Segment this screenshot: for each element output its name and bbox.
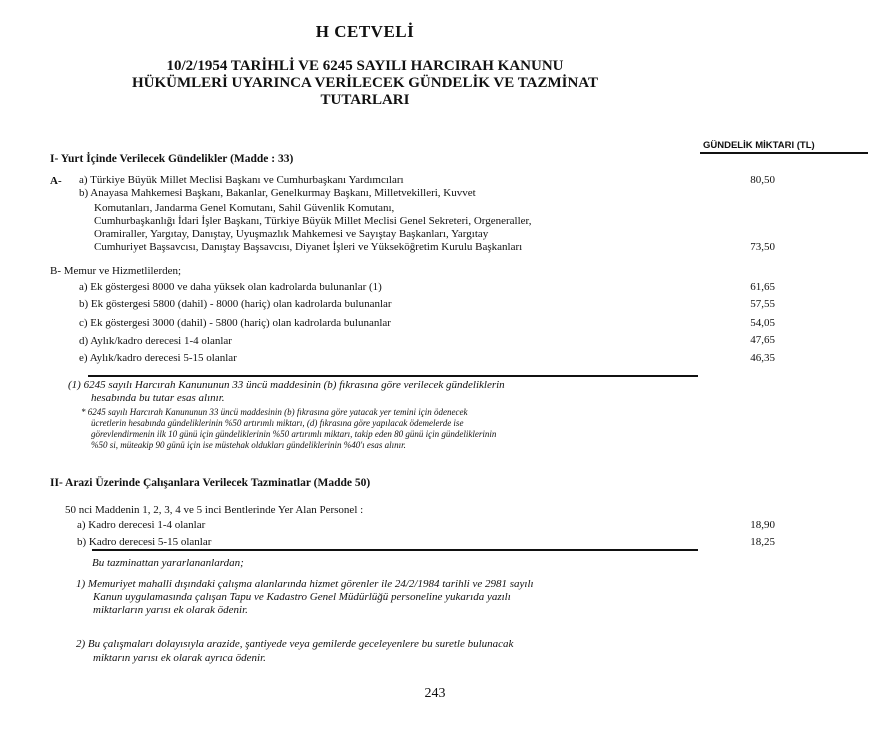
subtitle-line-3: TUTARLARI <box>320 92 410 108</box>
section-2-intro: 50 nci Maddenin 1, 2, 3, 4 ve 5 inci Bentlerinde Yer Alan Personel : <box>65 504 364 516</box>
note-2-line-1: 2) Bu çalışmaları dolayısıyla arazide, şantiyede veya gemilerde geceleyenlere bu suretle bulunacak <box>76 638 514 650</box>
b-item-d-label: d) Aylık/kadro derecesi 1-4 olanlar <box>79 335 232 347</box>
s2-item-b-label: b) Kadro derecesi 5-15 olanlar <box>77 536 212 548</box>
column-header-rule <box>700 152 868 154</box>
document-subtitle <box>60 58 670 109</box>
b-item-b-value: 57,55 <box>750 298 775 310</box>
item-b-label-2: Komutanları, Jandarma Genel Komutanı, Sahil Güvenlik Komutanı, <box>94 202 395 214</box>
section-1-title: I- Yurt İçinde Verilecek Gündelikler (Madde : 33) <box>50 153 294 165</box>
s2-item-a-value: 18,90 <box>750 519 775 531</box>
footnote-star-line-1: * 6245 sayılı Harcırah Kanununun 33 üncü maddesinin (b) fıkrasına göre yatacak yer temini için ödenecek <box>81 407 468 417</box>
section-a-marker: A- <box>50 175 62 187</box>
note-1-line-1: 1) Memuriyet mahalli dışındaki çalışma alanlarında hizmet görenler ile 24/2/1984 tarihli ve 2981 sayılı <box>76 578 534 590</box>
note-1-line-3: miktarların yarısı ek olarak ödenir. <box>93 604 248 616</box>
b-item-a-label: a) Ek göstergesi 8000 ve daha yüksek olan kadrolarda bulunanlar (1) <box>79 281 382 293</box>
footnote-star-line-3: görevlendirmenin ilk 10 günü için gündeliklerinin %50 artırımlı miktarı, takip eden 80 günü için gündeliklerinin <box>91 429 497 439</box>
section-2-note-intro: Bu tazminattan yararlananlardan; <box>92 557 244 569</box>
s2-item-a-label: a) Kadro derecesi 1-4 olanlar <box>77 519 206 531</box>
item-a-value: 80,50 <box>750 174 775 186</box>
b-item-e-label: e) Aylık/kadro derecesi 5-15 olanlar <box>79 352 237 364</box>
b-item-c-value: 54,05 <box>750 317 775 329</box>
note-2-line-2: miktarın yarısı ek olarak ayrıca ödenir. <box>93 652 266 664</box>
subtitle-line-1: 10/2/1954 TARİHLİ VE 6245 SAYILI HARCIRAH KANUNU <box>166 58 564 74</box>
section-2-title: II- Arazi Üzerinde Çalışanlara Verilecek Tazminatlar (Madde 50) <box>50 477 371 489</box>
b-item-b-label: b) Ek göstergesi 5800 (dahil) - 8000 (hariç) olan kadrolarda bulunanlar <box>79 298 392 310</box>
footnote-1-line-2: hesabında bu tutar esas alınır. <box>91 392 225 404</box>
item-b-value: 73,50 <box>750 241 775 253</box>
s2-item-b-value: 18,25 <box>750 536 775 548</box>
column-header: GÜNDELİK MİKTARI (TL) <box>703 140 815 151</box>
b-item-c-label: c) Ek göstergesi 3000 (dahil) - 5800 (hariç) olan kadrolarda bulunanlar <box>79 317 391 329</box>
footnote-1-line-1: (1) 6245 sayılı Harcırah Kanununun 33 üncü maddesinin (b) fıkrasına göre verilecek gündeliklerin <box>68 379 505 391</box>
subtitle-line-2: HÜKÜMLERİ UYARINCA VERİLECEK GÜNDELİK VE TAZMİNAT <box>131 75 599 91</box>
item-b-label-5: Cumhuriyet Başsavcısı, Danıştay Başsavcısı, Diyanet İşleri ve Yükseköğretim Kurulu Başkanları <box>94 241 523 253</box>
b-item-e-value: 46,35 <box>750 352 775 364</box>
item-b-label-1: b) Anayasa Mahkemesi Başkanı, Bakanlar, Genelkurmay Başkanı, Milletvekilleri, Kuvvet <box>79 187 476 199</box>
footnote-rule <box>88 375 698 377</box>
note-1-line-2: Kanun uygulamasında çalışan Tapu ve Kadastro Genel Müdürlüğü personeline yukarıda yazılı <box>93 591 511 603</box>
footnote-star-line-2: ücretlerin hesabında gündeliklerinin %50 artırımlı miktarı, (d) fıkrasına göre yapılacak ödemelerde ise <box>91 418 464 428</box>
item-b-label-4: Oramiraller, Yargıtay, Danıştay, Uyuşmazlık Mahkemesi ve Sayıştay Başkanları, Yargıtay <box>94 228 489 240</box>
section-b-title: B- Memur ve Hizmetlilerden; <box>50 265 182 277</box>
item-a-label: a) Türkiye Büyük Millet Meclisi Başkanı ve Cumhurbaşkanı Yardımcıları <box>79 174 404 186</box>
section-2-rule <box>92 549 698 551</box>
item-b-label-3: Cumhurbaşkanlığı İdari İşler Başkanı, Türkiye Büyük Millet Meclisi Genel Sekreteri, Orgeneraller, <box>94 215 532 227</box>
page-number: 243 <box>424 686 446 701</box>
b-item-d-value: 47,65 <box>750 334 775 346</box>
footnote-star-line-4: %50 si, müteakip 90 günü için ise müstehak oldukları gündeliklerinin %40'ı esas alınır. <box>91 440 406 450</box>
b-item-a-value: 61,65 <box>750 281 775 293</box>
page-title: H CETVELİ <box>315 22 415 41</box>
